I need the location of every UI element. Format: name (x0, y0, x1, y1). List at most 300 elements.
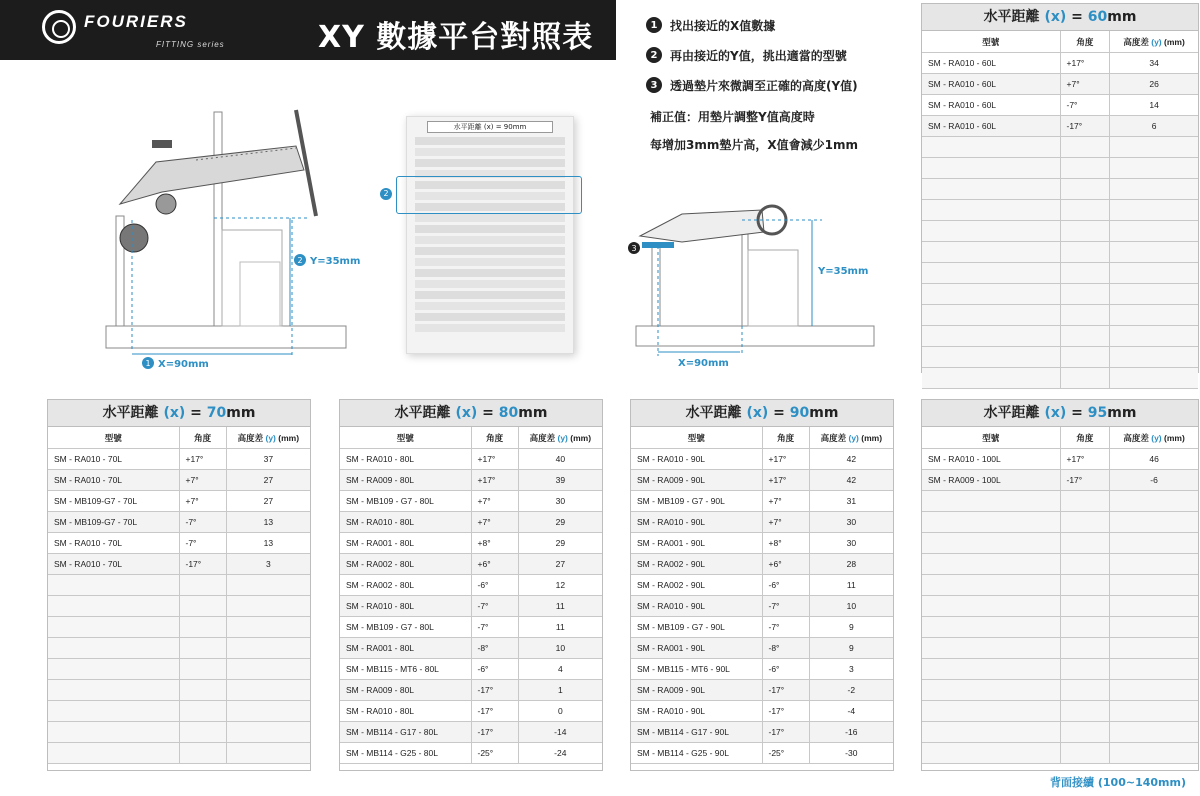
brand-sub: FITTING series (156, 40, 225, 49)
preview-highlight (396, 176, 582, 214)
cell-model: SM - RA002 - 80L (340, 554, 471, 575)
xy-table (631, 427, 893, 764)
table-row (922, 449, 1198, 470)
cell-angle: -6° (471, 575, 518, 596)
title-prefix: 水平距離 (983, 405, 1040, 421)
title-unit: mm (809, 405, 839, 421)
cell-angle: +6° (762, 554, 809, 575)
cell-angle: -17° (762, 680, 809, 701)
title-value: 80 (498, 405, 519, 421)
brand-name: FOURIERS (84, 12, 188, 31)
table-row (48, 470, 310, 491)
cell-height: 3 (809, 659, 893, 680)
table-row (48, 554, 310, 575)
title-x: (x) (455, 405, 478, 421)
cell-model: SM - MB114 - G17 - 80L (340, 722, 471, 743)
table-row-empty (48, 701, 310, 722)
col-model: 型號 (48, 427, 179, 449)
table-row-empty (922, 596, 1198, 617)
stem-body (640, 210, 764, 242)
table-row (631, 701, 893, 722)
cell-angle: -7° (762, 596, 809, 617)
step-3 (646, 70, 916, 100)
y-label: Y=35mm (310, 256, 361, 267)
page-title: XY 數據平台對照表 (318, 20, 594, 55)
cell-angle: +7° (762, 512, 809, 533)
table-row (340, 596, 602, 617)
cell-model: SM - MB109-G7 - 70L (48, 512, 179, 533)
table-row-empty (922, 221, 1198, 242)
table-row (340, 554, 602, 575)
table-row (340, 617, 602, 638)
table-row (340, 638, 602, 659)
cell-angle: +17° (1060, 449, 1110, 470)
platform-step (240, 262, 280, 326)
table-row-empty (922, 743, 1198, 764)
table-header-row (922, 427, 1198, 449)
platform-block (222, 230, 282, 326)
table-row (631, 680, 893, 701)
cell-model: SM - RA010 - 80L (340, 701, 471, 722)
platform-column (742, 230, 748, 326)
cell-angle: +17° (762, 470, 809, 491)
col-height: 高度差 (y) (mm) (809, 427, 893, 449)
title-eq: = (190, 405, 202, 421)
table-row-empty (922, 137, 1198, 158)
title-prefix: 水平距離 (102, 405, 159, 421)
cell-model: SM - RA001 - 80L (340, 533, 471, 554)
cell-height: 6 (1110, 116, 1198, 137)
table-header-row (340, 427, 602, 449)
cell-model: SM - RA010 - 100L (922, 449, 1060, 470)
x-marker-num: 1 (145, 359, 151, 368)
table-row (631, 512, 893, 533)
cell-model: SM - MB114 - G17 - 90L (631, 722, 762, 743)
cell-height: 42 (809, 470, 893, 491)
cell-angle: +7° (471, 491, 518, 512)
cell-height: 11 (518, 596, 602, 617)
xy-table (340, 427, 602, 764)
table-row-empty (922, 554, 1198, 575)
cell-angle: +17° (471, 449, 518, 470)
cell-model: SM - MB115 - MT6 - 90L (631, 659, 762, 680)
step-text: 找出接近的X值數據 (670, 18, 776, 33)
cell-height: 11 (518, 617, 602, 638)
table-x-80 (339, 399, 603, 771)
stem-body (120, 146, 304, 204)
table-row (631, 470, 893, 491)
table-row-empty (922, 368, 1198, 389)
cell-model: SM - RA010 - 70L (48, 554, 179, 575)
cell-model: SM - RA001 - 80L (340, 638, 471, 659)
x-label: X=90mm (678, 358, 729, 369)
cell-height: 30 (809, 512, 893, 533)
shim-marker-num: 3 (631, 244, 637, 253)
cell-height: -4 (809, 701, 893, 722)
cell-angle: -25° (471, 743, 518, 764)
title-value: 70 (206, 405, 227, 421)
cell-model: SM - MB109 - G7 - 90L (631, 617, 762, 638)
table-row-empty (48, 638, 310, 659)
cell-angle: -6° (762, 659, 809, 680)
cell-model: SM - RA010 - 90L (631, 596, 762, 617)
cell-model: SM - RA002 - 80L (340, 575, 471, 596)
step-number: 1 (646, 17, 662, 33)
table-row-empty (48, 722, 310, 743)
cell-model: SM - RA001 - 90L (631, 533, 762, 554)
clamp-wheel (120, 224, 148, 252)
table-row-empty (922, 305, 1198, 326)
table-row-empty (922, 701, 1198, 722)
table-header-row (631, 427, 893, 449)
preview-marker-icon: 2 (380, 188, 392, 200)
title-eq: = (773, 405, 785, 421)
table-x-70 (47, 399, 311, 771)
cell-model: SM - RA002 - 90L (631, 575, 762, 596)
cell-angle: -7° (179, 512, 226, 533)
platform-block (748, 250, 798, 326)
table-row-empty (48, 680, 310, 701)
table-row-empty (922, 326, 1198, 347)
cell-angle: +17° (179, 449, 226, 470)
table-row (48, 449, 310, 470)
table-row (922, 53, 1198, 74)
table-row-empty (922, 284, 1198, 305)
y-label: Y=35mm (818, 266, 869, 277)
cell-angle: +7° (1060, 74, 1110, 95)
col-height: 高度差 (y) (mm) (1110, 31, 1198, 53)
cell-height: 40 (518, 449, 602, 470)
table-row-empty (48, 575, 310, 596)
table-row-empty (922, 638, 1198, 659)
table-row-empty (48, 596, 310, 617)
step-2 (646, 40, 916, 70)
cell-height: 39 (518, 470, 602, 491)
cell-angle: -17° (179, 554, 226, 575)
table-row (340, 449, 602, 470)
table-row-empty (922, 575, 1198, 596)
cell-height: 12 (518, 575, 602, 596)
cell-model: SM - RA009 - 100L (922, 470, 1060, 491)
title-value: 60 (1087, 9, 1108, 25)
cell-model: SM - RA010 - 70L (48, 470, 179, 491)
title-prefix: 水平距離 (983, 9, 1040, 25)
table-row (631, 596, 893, 617)
cell-height: 27 (226, 491, 310, 512)
cell-height: 30 (809, 533, 893, 554)
table-row (922, 74, 1198, 95)
table-row-empty (922, 512, 1198, 533)
cell-angle: -17° (1060, 470, 1110, 491)
table-row (340, 680, 602, 701)
table-x-95 (921, 399, 1199, 771)
table-row-empty (922, 347, 1198, 368)
cell-angle: -17° (471, 701, 518, 722)
clamp-knob (156, 194, 176, 214)
col-angle: 角度 (471, 427, 518, 449)
table-row-empty (922, 617, 1198, 638)
cell-angle: -7° (471, 617, 518, 638)
cell-model: SM - RA009 - 90L (631, 470, 762, 491)
platform-base (636, 326, 874, 346)
table-row (340, 491, 602, 512)
table-row-empty (922, 179, 1198, 200)
cell-angle: -17° (471, 722, 518, 743)
cell-height: 28 (809, 554, 893, 575)
table-row (631, 617, 893, 638)
table-row (340, 659, 602, 680)
cell-height: -16 (809, 722, 893, 743)
col-angle: 角度 (1060, 31, 1110, 53)
cell-model: SM - MB115 - MT6 - 80L (340, 659, 471, 680)
table-row-empty (922, 158, 1198, 179)
xy-table (922, 427, 1198, 764)
table-row (631, 533, 893, 554)
cell-height: 31 (809, 491, 893, 512)
cell-angle: -7° (179, 533, 226, 554)
cell-height: 30 (518, 491, 602, 512)
table-row (340, 533, 602, 554)
cell-angle: -17° (471, 680, 518, 701)
col-angle: 角度 (1060, 427, 1110, 449)
footer-continued: 背面接續 (100~140mm) (1050, 776, 1186, 789)
col-model: 型號 (922, 31, 1060, 53)
preview-title: 水平距離 (x) = 90mm (427, 121, 553, 133)
col-model: 型號 (631, 427, 762, 449)
cell-model: SM - RA010 - 80L (340, 512, 471, 533)
cell-height: 34 (1110, 53, 1198, 74)
table-title (922, 4, 1198, 31)
cell-height: 13 (226, 533, 310, 554)
table-row (340, 512, 602, 533)
instruction-steps (646, 10, 916, 100)
xy-table (48, 427, 310, 764)
step-1 (646, 10, 916, 40)
table-row (340, 575, 602, 596)
table-row-empty (922, 491, 1198, 512)
table-row-empty (922, 242, 1198, 263)
xy-table (922, 31, 1198, 389)
cell-angle: +17° (762, 449, 809, 470)
cell-model: SM - RA010 - 90L (631, 512, 762, 533)
cell-model: SM - RA010 - 90L (631, 449, 762, 470)
col-height: 高度差 (y) (mm) (1110, 427, 1198, 449)
table-row (48, 512, 310, 533)
cell-model: SM - MB114 - G25 - 90L (631, 743, 762, 764)
brand-header (0, 0, 616, 60)
cell-angle: +8° (471, 533, 518, 554)
cell-model: SM - RA010 - 60L (922, 95, 1060, 116)
col-model: 型號 (922, 427, 1060, 449)
cell-model: SM - MB109 - G7 - 80L (340, 491, 471, 512)
cell-height: -2 (809, 680, 893, 701)
table-row (631, 659, 893, 680)
table-row-empty (922, 659, 1198, 680)
table-row (48, 533, 310, 554)
table-title (48, 400, 310, 427)
cell-angle: -7° (762, 617, 809, 638)
table-row (631, 638, 893, 659)
cell-height: 26 (1110, 74, 1198, 95)
cell-height: 0 (518, 701, 602, 722)
cell-height: 14 (1110, 95, 1198, 116)
col-height: 高度差 (y) (mm) (518, 427, 602, 449)
table-title (631, 400, 893, 427)
title-prefix: 水平距離 (685, 405, 742, 421)
cell-height: 10 (518, 638, 602, 659)
cell-model: SM - RA009 - 90L (631, 680, 762, 701)
cell-model: SM - RA002 - 90L (631, 554, 762, 575)
cell-model: SM - MB109 - G7 - 80L (340, 617, 471, 638)
title-x: (x) (163, 405, 186, 421)
cell-height: 13 (226, 512, 310, 533)
table-row-empty (48, 617, 310, 638)
cell-angle: +8° (762, 533, 809, 554)
table-title (922, 400, 1198, 427)
cell-model: SM - RA009 - 80L (340, 470, 471, 491)
cell-model: SM - RA010 - 60L (922, 116, 1060, 137)
step-number: 2 (646, 47, 662, 63)
platform-base (106, 326, 346, 348)
cell-angle: -17° (762, 722, 809, 743)
table-row (340, 722, 602, 743)
title-eq: = (1071, 9, 1083, 25)
table-row-empty (922, 533, 1198, 554)
col-angle: 角度 (179, 427, 226, 449)
cell-model: SM - RA001 - 90L (631, 638, 762, 659)
cell-model: SM - RA010 - 80L (340, 596, 471, 617)
table-header-row (922, 31, 1198, 53)
title-unit: mm (1107, 405, 1137, 421)
title-prefix: 水平距離 (394, 405, 451, 421)
cell-height: 29 (518, 533, 602, 554)
cell-angle: -17° (762, 701, 809, 722)
measurement-diagram-left (96, 100, 366, 370)
cell-angle: -6° (471, 659, 518, 680)
table-row (340, 743, 602, 764)
cell-angle: +7° (762, 491, 809, 512)
x-label: X=90mm (158, 359, 209, 370)
table-row (631, 722, 893, 743)
table-x-60 (921, 3, 1199, 373)
cell-model: SM - RA010 - 70L (48, 533, 179, 554)
cell-model: SM - RA010 - 60L (922, 74, 1060, 95)
cell-angle: -7° (1060, 95, 1110, 116)
cell-model: SM - MB109-G7 - 70L (48, 491, 179, 512)
cell-angle: +6° (471, 554, 518, 575)
table-preview (406, 116, 574, 354)
platform-column (214, 112, 222, 326)
title-x: (x) (1044, 9, 1067, 25)
cell-angle: +17° (1060, 53, 1110, 74)
cell-height: 42 (809, 449, 893, 470)
cell-angle: +7° (179, 491, 226, 512)
table-row (922, 116, 1198, 137)
title-x: (x) (1044, 405, 1067, 421)
table-header-row (48, 427, 310, 449)
y-marker-num: 2 (297, 256, 303, 265)
table-row-empty (922, 722, 1198, 743)
table-row-empty (48, 743, 310, 764)
cell-angle: -7° (471, 596, 518, 617)
table-row (340, 470, 602, 491)
col-height: 高度差 (y) (mm) (226, 427, 310, 449)
cell-height: 4 (518, 659, 602, 680)
cell-model: SM - RA010 - 80L (340, 449, 471, 470)
cell-model: SM - RA010 - 90L (631, 701, 762, 722)
cell-angle: -25° (762, 743, 809, 764)
cell-model: SM - MB114 - G25 - 80L (340, 743, 471, 764)
cell-height: 10 (809, 596, 893, 617)
step-text: 再由接近的Y值，挑出適當的型號 (670, 48, 847, 63)
cell-height: 29 (518, 512, 602, 533)
cell-model: SM - MB109 - G7 - 90L (631, 491, 762, 512)
cell-height: 27 (226, 470, 310, 491)
cell-height: -24 (518, 743, 602, 764)
note-line-1: 補正值：用墊片調整Y值高度時 (650, 110, 815, 124)
title-value: 95 (1087, 405, 1108, 421)
title-eq: = (1071, 405, 1083, 421)
cell-angle: +7° (471, 512, 518, 533)
title-unit: mm (518, 405, 548, 421)
table-row-empty (922, 200, 1198, 221)
table-title (340, 400, 602, 427)
cell-height: -30 (809, 743, 893, 764)
cell-height: 1 (518, 680, 602, 701)
table-row (631, 449, 893, 470)
table-row (340, 701, 602, 722)
table-row-empty (48, 659, 310, 680)
table-row (922, 470, 1198, 491)
table-row (631, 575, 893, 596)
cell-height: 9 (809, 638, 893, 659)
cell-angle: +17° (471, 470, 518, 491)
table-row-empty (922, 680, 1198, 701)
cell-height: 27 (518, 554, 602, 575)
col-angle: 角度 (762, 427, 809, 449)
table-row (631, 554, 893, 575)
cell-height: 46 (1110, 449, 1198, 470)
title-unit: mm (1107, 9, 1137, 25)
title-unit: mm (226, 405, 256, 421)
cell-height: 11 (809, 575, 893, 596)
title-value: 90 (789, 405, 810, 421)
table-x-90 (630, 399, 894, 771)
clamp-screw (152, 140, 172, 148)
fouriers-logo-icon (42, 10, 76, 44)
cell-angle: -17° (1060, 116, 1110, 137)
cell-height: -14 (518, 722, 602, 743)
step-number: 3 (646, 77, 662, 93)
table-row (631, 743, 893, 764)
note-line-2: 每增加3mm墊片高，X值會減少1mm (650, 138, 858, 152)
cell-angle: -8° (471, 638, 518, 659)
step-text: 透過墊片來微調至正確的高度(Y值) (670, 78, 858, 93)
cell-model: SM - RA010 - 70L (48, 449, 179, 470)
measurement-diagram-right (622, 180, 892, 370)
table-row-empty (922, 263, 1198, 284)
table-row (48, 491, 310, 512)
steerer-post (652, 244, 660, 326)
cell-model: SM - RA009 - 80L (340, 680, 471, 701)
title-x: (x) (746, 405, 769, 421)
cell-angle: +7° (179, 470, 226, 491)
cell-angle: -6° (762, 575, 809, 596)
col-model: 型號 (340, 427, 471, 449)
table-row (631, 491, 893, 512)
cell-height: 37 (226, 449, 310, 470)
title-eq: = (482, 405, 494, 421)
